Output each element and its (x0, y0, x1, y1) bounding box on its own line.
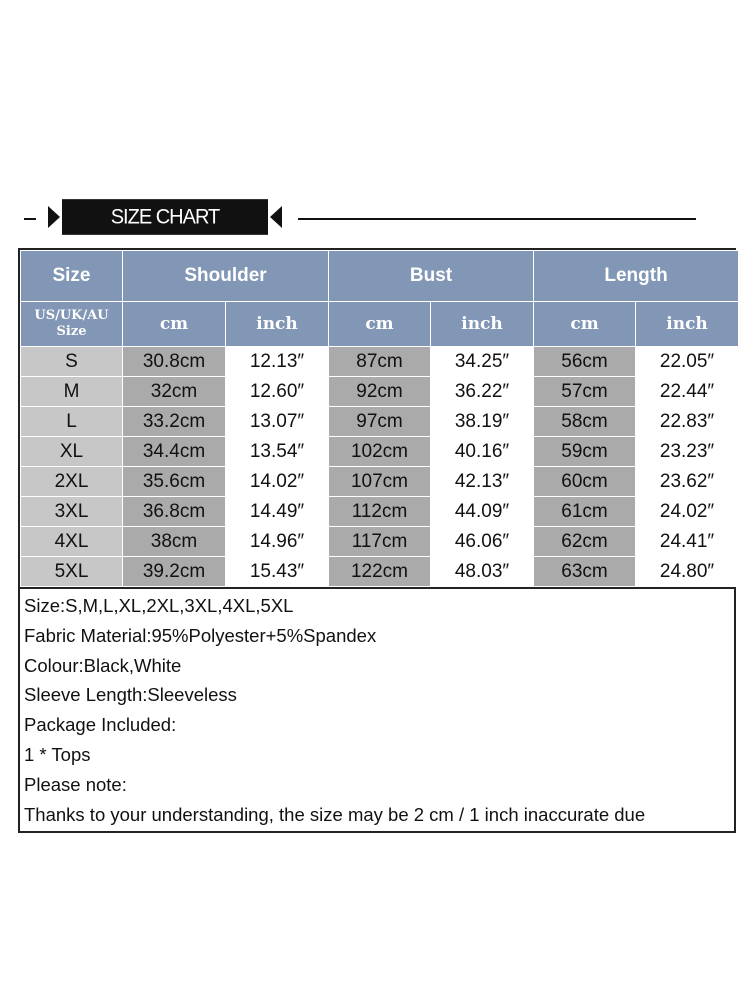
cell-shoulder-cm: 32cm (123, 377, 226, 407)
cell-shoulder-cm: 34.4cm (123, 437, 226, 467)
header-length-cm: cm (534, 302, 636, 347)
header-size: Size (21, 251, 123, 302)
cell-length-cm: 60cm (534, 467, 636, 497)
cell-shoulder-cm: 30.8cm (123, 347, 226, 377)
cell-bust-cm: 107cm (329, 467, 431, 497)
cell-bust-inch: 38.19″ (431, 407, 534, 437)
header-bust-inch: inch (431, 302, 534, 347)
table-row (21, 497, 739, 527)
header-length: Length (534, 251, 739, 302)
cell-bust-cm: 112cm (329, 497, 431, 527)
cell-size: L (21, 407, 123, 437)
cell-length-cm: 56cm (534, 347, 636, 377)
cell-shoulder-inch: 15.43″ (226, 557, 329, 587)
note-line: Size:S,M,L,XL,2XL,3XL,4XL,5XL (24, 595, 294, 616)
cell-bust-inch: 42.13″ (431, 467, 534, 497)
cell-bust-cm: 87cm (329, 347, 431, 377)
cell-bust-cm: 97cm (329, 407, 431, 437)
header-region-size: US/UK/AU Size (21, 302, 123, 347)
cell-length-cm: 59cm (534, 437, 636, 467)
banner-left-notch (48, 206, 60, 228)
header-bust-cm: cm (329, 302, 431, 347)
cell-length-inch: 23.62″ (636, 467, 739, 497)
cell-size: 2XL (21, 467, 123, 497)
size-chart-table-container (18, 248, 736, 833)
cell-shoulder-cm: 35.6cm (123, 467, 226, 497)
cell-length-inch: 24.80″ (636, 557, 739, 587)
note-line: Package Included: (24, 714, 177, 736)
cell-bust-inch: 48.03″ (431, 557, 534, 587)
cell-bust-inch: 44.09″ (431, 497, 534, 527)
unit-header-row (21, 302, 739, 347)
cell-size: S (21, 347, 123, 377)
cell-bust-inch: 40.16″ (431, 437, 534, 467)
cell-length-cm: 61cm (534, 497, 636, 527)
header-shoulder-cm: cm (123, 302, 226, 347)
note-line: Fabric Material:95%Polyester+5%Spandex (24, 624, 377, 646)
cell-size: 4XL (21, 527, 123, 557)
table-row (21, 467, 739, 497)
cell-bust-cm: 117cm (329, 527, 431, 557)
banner-right-line (298, 218, 696, 220)
cell-length-inch: 22.44″ (636, 377, 739, 407)
cell-bust-cm: 122cm (329, 557, 431, 587)
note-line: Please note: (24, 773, 127, 795)
cell-size: XL (21, 437, 123, 467)
cell-shoulder-inch: 14.02″ (226, 467, 329, 497)
cell-size: 5XL (21, 557, 123, 587)
size-rows (21, 347, 739, 587)
cell-shoulder-inch: 13.07″ (226, 407, 329, 437)
cell-size: 3XL (21, 497, 123, 527)
banner-left-dash (24, 218, 36, 220)
cell-length-cm: 58cm (534, 407, 636, 437)
cell-length-cm: 57cm (534, 377, 636, 407)
cell-bust-cm: 102cm (329, 437, 431, 467)
table-row (21, 407, 739, 437)
table-row (21, 437, 739, 467)
table-row (21, 527, 739, 557)
cell-bust-inch: 46.06″ (431, 527, 534, 557)
cell-shoulder-inch: 12.13″ (226, 347, 329, 377)
cell-length-inch: 22.05″ (636, 347, 739, 377)
note-line: Sleeve Length:Sleeveless (24, 684, 237, 706)
header-length-inch: inch (636, 302, 739, 347)
cell-shoulder-cm: 39.2cm (123, 557, 226, 587)
group-header-row (21, 251, 739, 302)
cell-bust-cm: 92cm (329, 377, 431, 407)
cell-length-inch: 23.23″ (636, 437, 739, 467)
cell-size: M (21, 377, 123, 407)
note-line: Thanks to your understanding, the size may be 2 cm / 1 inch inaccurate due (24, 803, 646, 825)
note-line: 1 * Tops (24, 743, 91, 765)
cell-length-inch: 24.02″ (636, 497, 739, 527)
header-bust: Bust (329, 251, 534, 302)
banner-right-notch (270, 206, 282, 228)
note-line: Colour:Black,White (24, 654, 182, 676)
product-notes (20, 587, 734, 831)
cell-shoulder-inch: 12.60″ (226, 377, 329, 407)
table-row (21, 377, 739, 407)
size-chart-banner (0, 196, 750, 242)
cell-shoulder-cm: 38cm (123, 527, 226, 557)
cell-length-inch: 24.41″ (636, 527, 739, 557)
cell-bust-inch: 34.25″ (431, 347, 534, 377)
cell-bust-inch: 36.22″ (431, 377, 534, 407)
header-shoulder: Shoulder (123, 251, 329, 302)
cell-shoulder-inch: 14.96″ (226, 527, 329, 557)
table-row (21, 557, 739, 587)
header-shoulder-inch: inch (226, 302, 329, 347)
banner-title: SIZE CHART (62, 199, 268, 235)
cell-shoulder-inch: 14.49″ (226, 497, 329, 527)
cell-shoulder-cm: 36.8cm (123, 497, 226, 527)
cell-length-cm: 63cm (534, 557, 636, 587)
cell-shoulder-inch: 13.54″ (226, 437, 329, 467)
cell-shoulder-cm: 33.2cm (123, 407, 226, 437)
table-row (21, 347, 739, 377)
cell-length-inch: 22.83″ (636, 407, 739, 437)
cell-length-cm: 62cm (534, 527, 636, 557)
size-chart-table (20, 250, 739, 587)
